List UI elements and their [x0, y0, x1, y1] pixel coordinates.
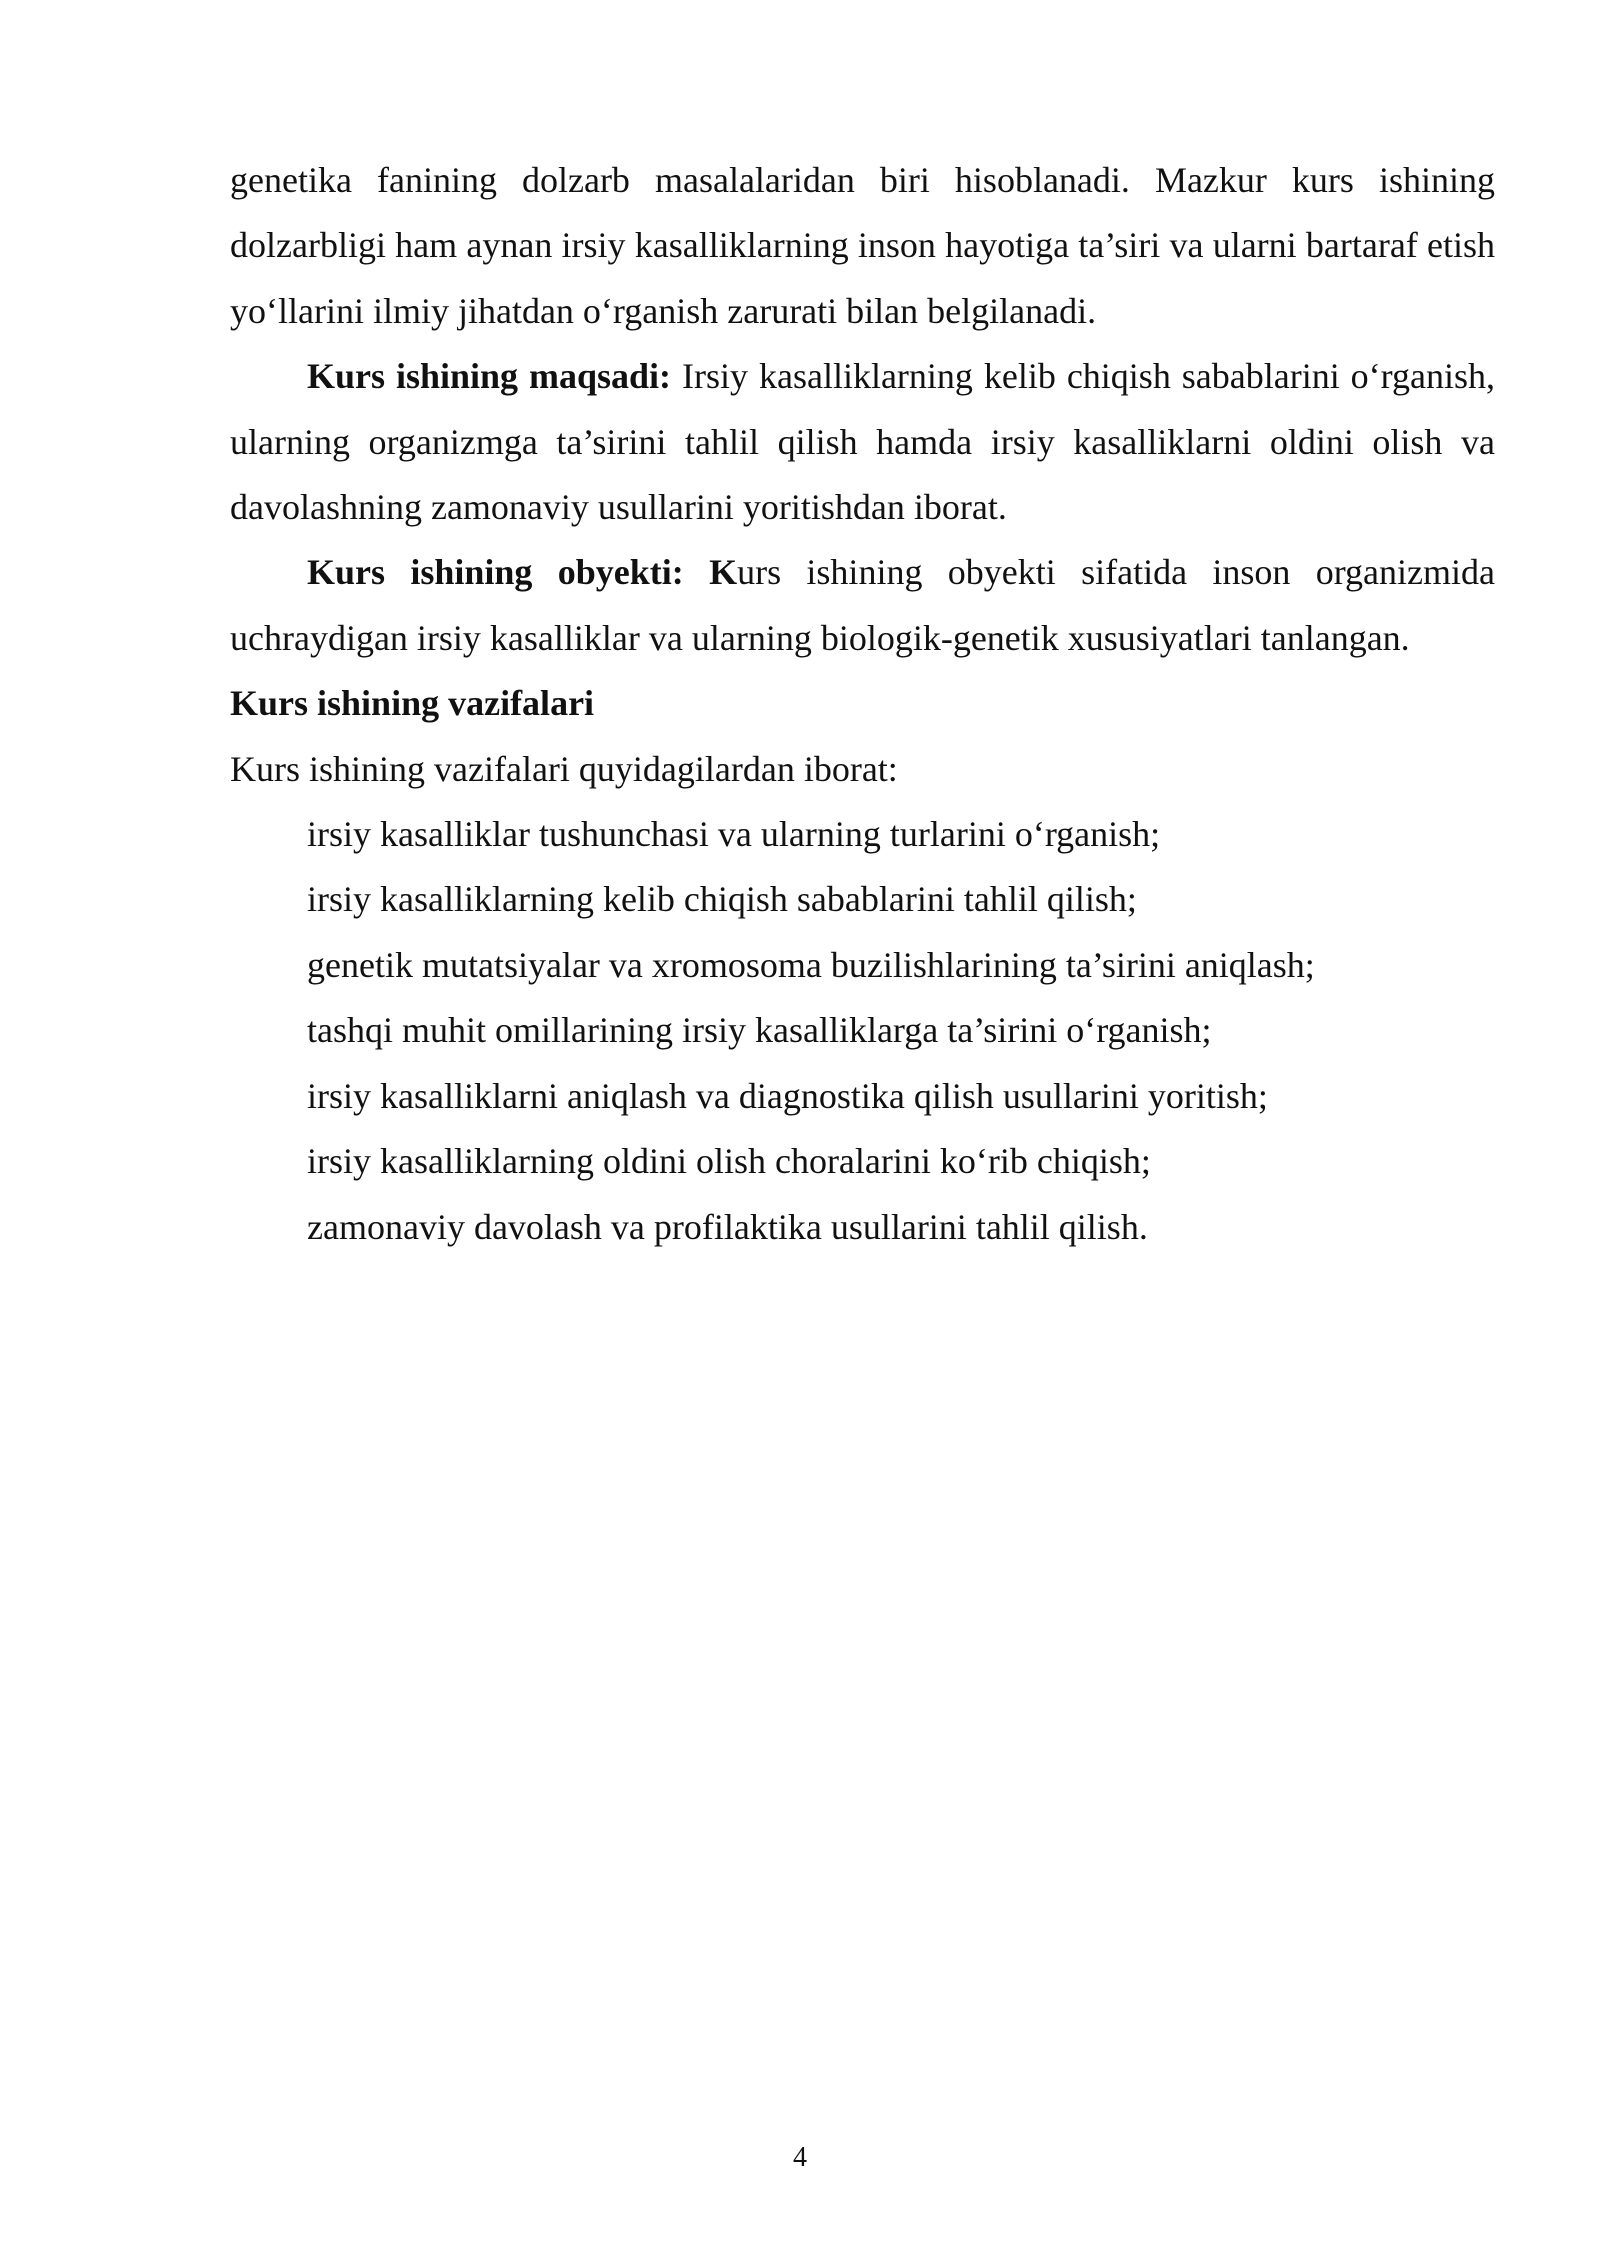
- task-item: genetik mutatsiyalar va xromosoma buzilishlarining ta’sirini aniqlash;: [307, 944, 1315, 985]
- task-item: zamonaviy davolash va profilaktika usullarini tahlil qilish.: [307, 1206, 1148, 1247]
- page-number: 4: [793, 2142, 807, 2173]
- intro-paragraph: genetika fanining dolzarb masalalaridan biri hisoblanadi. Mazkur kurs ishining dolzarbligi ham aynan irsiy kasalliklarning inson hayotiga ta’siri va ularni bartaraf etish yo‘llarini ilmiy jihatdan o‘rganish zarurati bilan belgilanadi.: [230, 160, 1495, 331]
- task-item: irsiy kasalliklarning kelib chiqish sabablarini tahlil qilish;: [307, 879, 1137, 920]
- goal-text: Irsiy kasalliklarning kelib chiqish sabablarini o‘rganish, ularning organizmga ta’sirini tahlil qilish hamda irsiy kasalliklarni oldini olish va davolashning zamonaviy usullarini yoritishdan iborat.: [230, 356, 1496, 528]
- object-paragraph: [230, 540, 1495, 671]
- tasks-intro: Kurs ishining vazifalari quyidagilardan iborat:: [230, 748, 898, 789]
- goal-paragraph: [230, 344, 1495, 540]
- object-text: urs ishining obyekti sifatida inson organizmida uchraydigan irsiy kasalliklar va ularning biologik-genetik xususiyatlari tanlangan.: [230, 552, 1496, 658]
- object-label: Kurs ishining obyekti: K: [307, 552, 738, 593]
- task-item: irsiy kasalliklarni aniqlash va diagnostika qilish usullarini yoritish;: [307, 1075, 1268, 1116]
- task-item: irsiy kasalliklarning oldini olish choralarini ko‘rib chiqish;: [307, 1141, 1151, 1182]
- task-item: irsiy kasalliklar tushunchasi va ularning turlarini o‘rganish;: [307, 814, 1161, 855]
- tasks-heading: Kurs ishining vazifalari: [230, 683, 595, 724]
- goal-label: Kurs ishining maqsadi:: [307, 356, 672, 397]
- page-content: [230, 148, 1495, 1260]
- tasks-list: [230, 802, 1495, 1260]
- task-item: tashqi muhit omillarining irsiy kasalliklarga ta’sirini o‘rganish;: [307, 1010, 1212, 1051]
